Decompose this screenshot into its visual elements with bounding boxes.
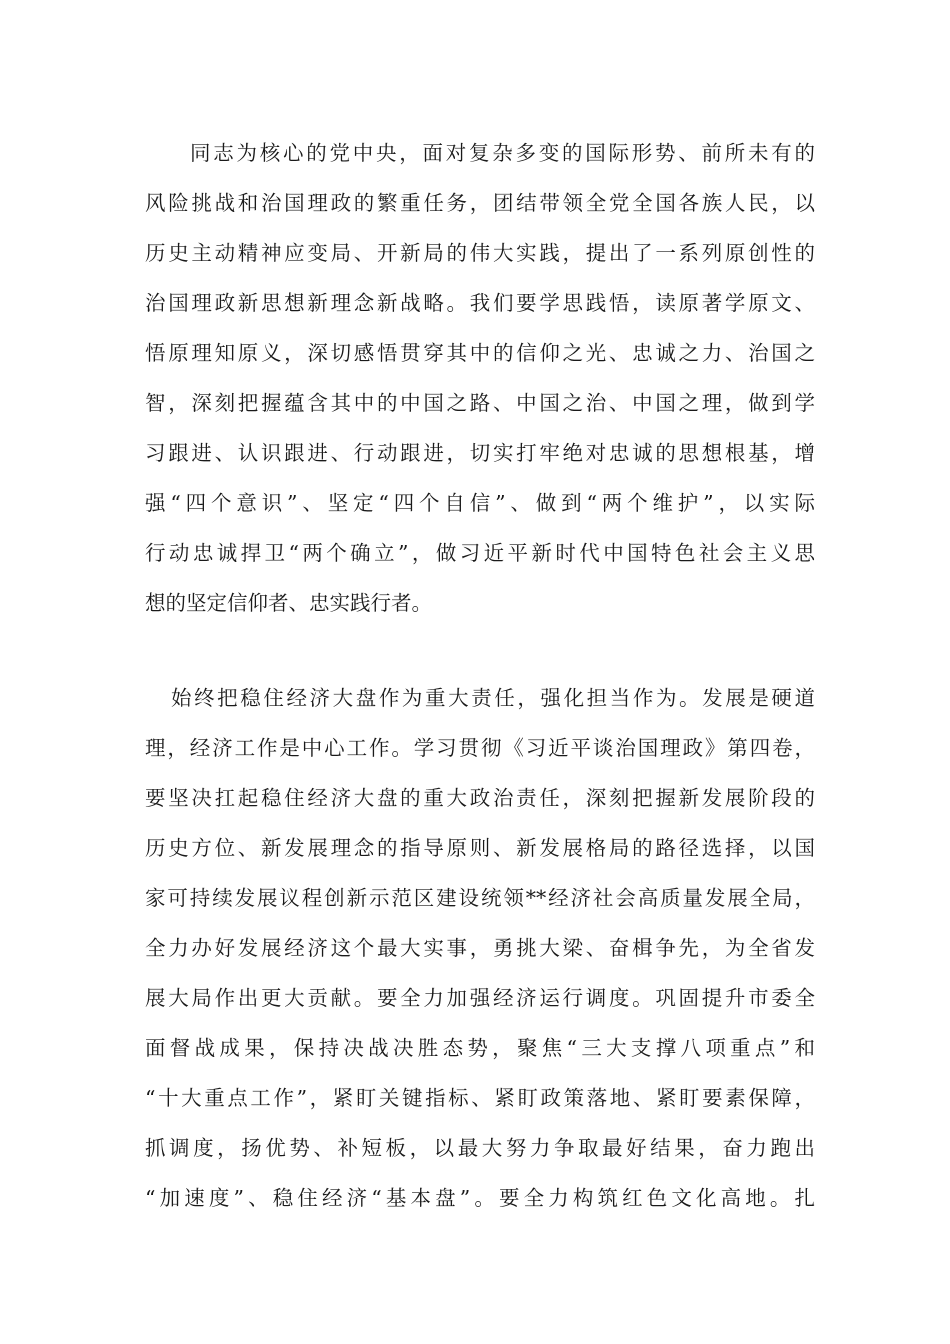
paragraph-line: 风险挑战和治国理政的繁重任务，团结带领全党全国各族人民，以: [145, 191, 815, 215]
paragraph-line: 习跟进、认识跟进、行动跟进，切实打牢绝对忠诚的思想根基，增: [145, 441, 815, 465]
paragraph-line: 强“四个意识”、坚定“四个自信”、做到“两个维护”，以实际: [145, 491, 815, 515]
paragraph-line: 悟原理知原义，深切感悟贯穿其中的信仰之光、忠诚之力、治国之: [145, 341, 815, 365]
paragraph-line: 历史主动精神应变局、开新局的伟大实践，提出了一系列原创性的: [145, 241, 815, 265]
paragraph-line: 始终把稳住经济大盘作为重大责任，强化担当作为。发展是硬道: [171, 686, 815, 710]
paragraph-2: [145, 673, 815, 1223]
paragraph-line: 要坚决扛起稳住经济大盘的重大政治责任，深刻把握新发展阶段的: [145, 786, 815, 810]
paragraph-line: 面督战成果，保持决战决胜态势，聚焦“三大支撑八项重点”和: [145, 1036, 815, 1060]
paragraph-line: “十大重点工作”，紧盯关键指标、紧盯政策落地、紧盯要素保障，: [145, 1086, 815, 1110]
paragraph-line: 历史方位、新发展理念的指导原则、新发展格局的路径选择，以国: [145, 836, 815, 860]
paragraph-line: 同志为核心的党中央，面对复杂多变的国际形势、前所未有的: [190, 141, 815, 165]
paragraph-line: 全力办好发展经济这个最大实事，勇挑大梁、奋楫争先，为全省发: [145, 936, 815, 960]
paragraph-1: [145, 128, 815, 628]
paragraph-line: 行动忠诚捍卫“两个确立”，做习近平新时代中国特色社会主义思: [145, 541, 815, 565]
paragraph-line: 家可持续发展议程创新示范区建设统领**经济社会高质量发展全局，: [145, 886, 815, 910]
paragraph-line: 展大局作出更大贡献。要全力加强经济运行调度。巩固提升市委全: [145, 986, 815, 1010]
paragraph-line: 抓调度，扬优势、补短板，以最大努力争取最好结果，奋力跑出: [145, 1136, 815, 1160]
paragraph-line: 想的坚定信仰者、忠实践行者。: [145, 591, 432, 615]
paragraph-line: 智，深刻把握蕴含其中的中国之路、中国之治、中国之理，做到学: [145, 391, 815, 415]
paragraph-line: “加速度”、稳住经济“基本盘”。要全力构筑红色文化高地。扎: [145, 1186, 815, 1210]
paragraph-line: 治国理政新思想新理念新战略。我们要学思践悟，读原著学原文、: [145, 291, 815, 315]
paragraph-line: 理，经济工作是中心工作。学习贯彻《习近平谈治国理政》第四卷，: [145, 736, 815, 760]
